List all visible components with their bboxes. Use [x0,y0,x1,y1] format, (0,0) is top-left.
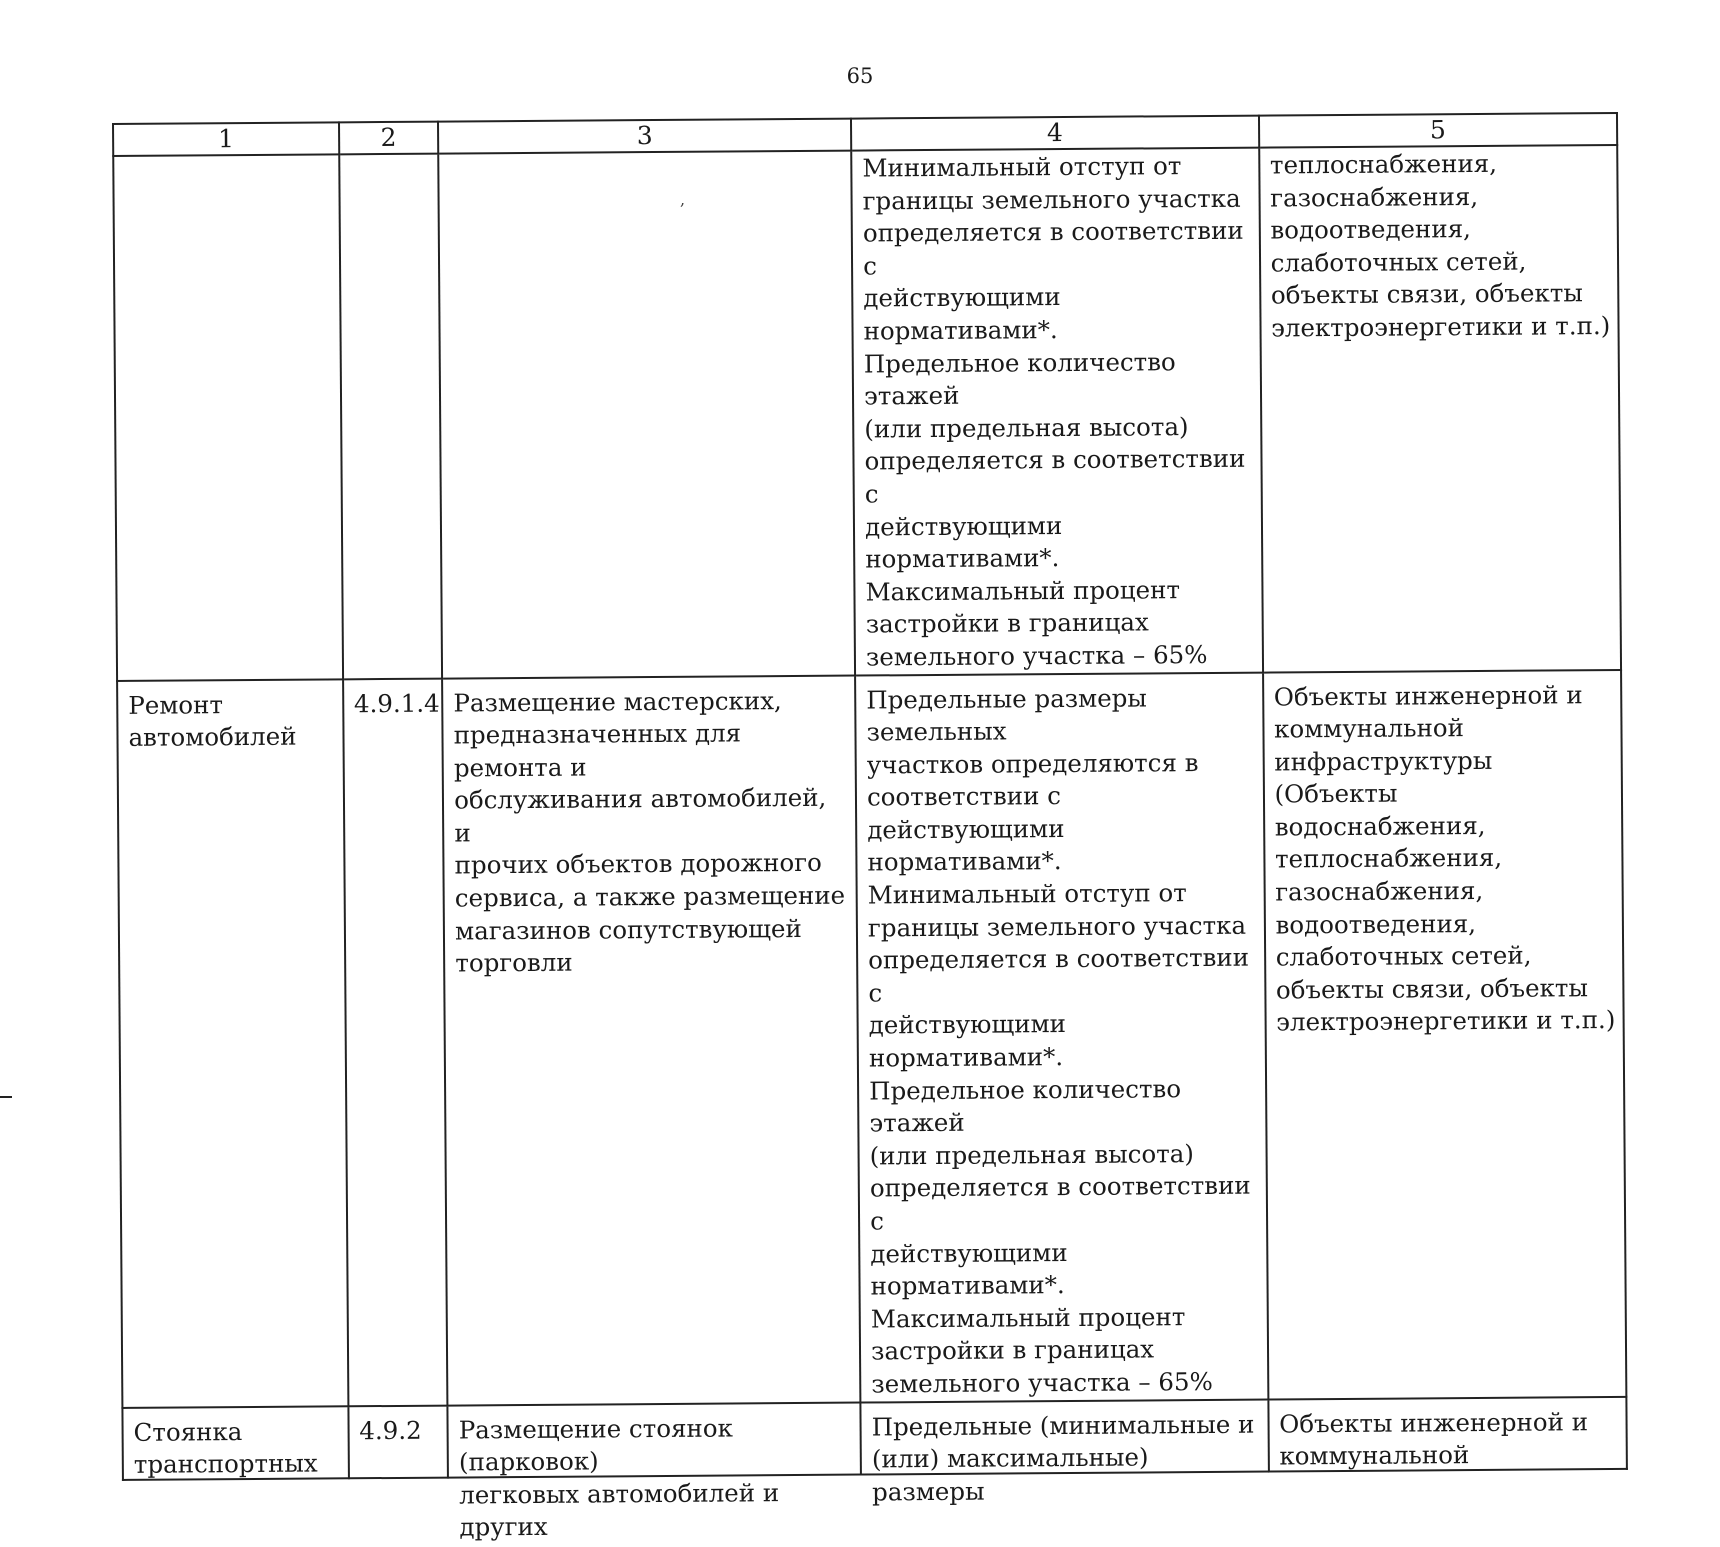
header-cell: 4 [851,116,1259,151]
cell-use-description: Размещение мастерских, предназначенных для ремонта и обслуживания автомобилей, и прочих объектов дорожного сервиса, а также размещение магазинов сопутствующей торговли [442,675,860,1405]
cell-use-name: Ремонт автомобилей [117,679,348,1408]
cell-auxiliary-uses: теплоснабжения, газоснабжения, водоотведения, слаботочных сетей, объекты связи, объекты электроэнергетики и т.п.) [1259,145,1621,672]
cell-use-description [438,151,855,679]
cell-text: Размещение стоянок (парковок) легковых автомобилей и других [458,1413,780,1542]
cell-use-name [122,1406,348,1480]
cell-auxiliary-uses: Объекты инженерной и коммунальной инфраструктуры (Объекты водоснабжения, теплоснабжения, газоснабжения, водоотведения, слаботочных сетей, объекты связи, объекты электроэнергетики и т.п.) [1263,669,1627,1399]
header-cell: 2 [339,122,439,155]
cell-use-name [113,154,343,680]
regulations-table [112,112,1628,1542]
cell-use-description [448,1402,861,1542]
cell-use-code [348,1405,448,1478]
header-cell: 5 [1259,113,1618,148]
header-cell: 3 [438,119,851,154]
cell-text: Предельные (минимальные и (или) максимальные) размеры [871,1409,1255,1507]
cell-use-code: 4.9.1.4 [343,678,448,1406]
table-row [122,1396,1626,1479]
cell-use-code [339,154,442,679]
header-cell: 1 [113,122,339,156]
cell-text: Стоянка транспортных [133,1416,318,1480]
table-row [117,669,1626,1407]
table-row [113,145,1621,681]
page-number: 65 [846,64,874,88]
cell-text: Объекты инженерной и коммунальной [1279,1406,1589,1471]
cell-parameters [860,1399,1268,1507]
cell-parameters: Минимальный отступ от границы земельного участка определяется в соответствии с действующими нормативами*. Предельное количество этажей (или предельная высота) определяется в соответствии с действующими нормативами*. Максимальный процент застройки в границах земельного участка – 65% [851,148,1262,675]
margin-mark [0,1096,12,1098]
scan-speck: , [680,190,686,209]
cell-auxiliary-uses [1268,1396,1627,1471]
cell-text: 4.9.2 [359,1415,422,1445]
cell-parameters: Предельные размеры земельных участков определяются в соответствии с действующими нормативами*. Минимальный отступ от границы земельного участка определяется в соответствии с действующими нормативами*. Предельное количество этажей (или предельная высота) определяется в соответствии с действующими нормативами*. Максимальный процент застройки в границах земельного участка – 65% [855,672,1268,1402]
